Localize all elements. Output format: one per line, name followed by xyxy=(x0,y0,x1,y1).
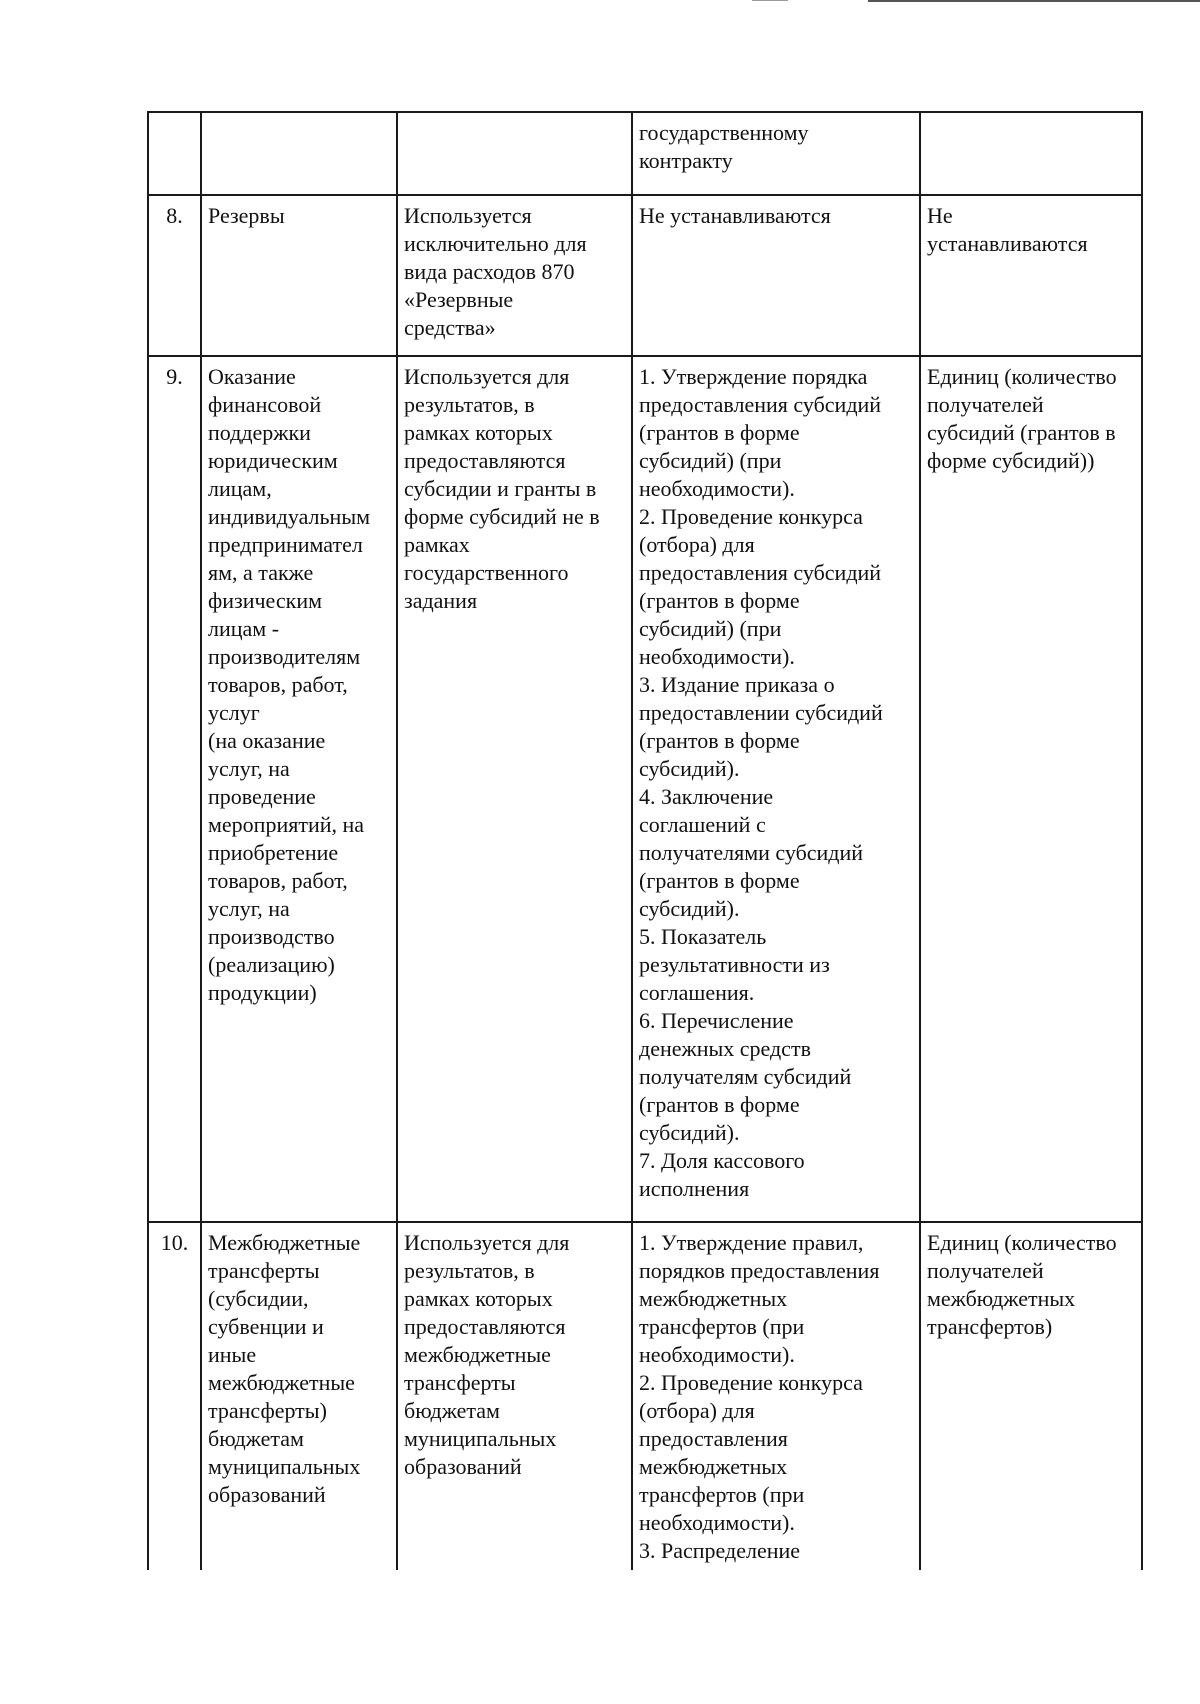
row-number: 10. xyxy=(148,1222,201,1570)
table-row xyxy=(148,112,1142,195)
row-name xyxy=(201,112,397,195)
row-usage xyxy=(397,112,632,195)
row-unit: Не устанавливаются xyxy=(920,195,1142,356)
row-number: 9. xyxy=(148,356,201,1222)
scan-artifact-short xyxy=(752,0,788,1)
row-number: 8. xyxy=(148,195,201,356)
row-name: Резервы xyxy=(201,195,397,356)
row-usage: Используется для результатов, в рамках которых предоставляются межбюджетные трансферты бюджетам муниципальных образований xyxy=(397,1222,632,1570)
row-usage: Используется исключительно для вида расходов 870 «Резервные средства» xyxy=(397,195,632,356)
row-unit: Единиц (количество получателей межбюджетных трансфертов) xyxy=(920,1222,1142,1570)
budget-table xyxy=(147,111,1143,1570)
row-events: 1. Утверждение правил, порядков предоставления межбюджетных трансфертов (при необходимости). 2. Проведение конкурса (отбора) для предоставления межбюджетных трансфертов (при необходимости). 3. Распределение xyxy=(632,1222,920,1570)
row-name: Межбюджетные трансферты (субсидии, субвенции и иные межбюджетные трансферты) бюджетам муниципальных образований xyxy=(201,1222,397,1570)
row-events: Не устанавливаются xyxy=(632,195,920,356)
row-number xyxy=(148,112,201,195)
table-row xyxy=(148,1222,1142,1570)
row-events: государственному контракту xyxy=(632,112,920,195)
row-name: Оказание финансовой поддержки юридическим лицам, индивидуальным предпринимател ям, а также физическим лицам - производителям товаров, работ, услуг (на оказание услуг, на проведение мероприятий, на приобретение товаров, работ, услуг, на производство (реализацию) продукции) xyxy=(201,356,397,1222)
row-unit xyxy=(920,112,1142,195)
table-row xyxy=(148,195,1142,356)
table-row xyxy=(148,356,1142,1222)
scan-artifact-line xyxy=(868,0,1200,2)
row-events: 1. Утверждение порядка предоставления субсидий (грантов в форме субсидий) (при необходимости). 2. Проведение конкурса (отбора) для предоставления субсидий (грантов в форме субсидий) (при необходимости). 3. Издание приказа о предоставлении субсидий (грантов в форме субсидий). 4. Заключение соглашений с получателями субсидий (грантов в форме субсидий). 5. Показатель результативности из соглашения. 6. Перечисление денежных средств получателям субсидий (грантов в форме субсидий). 7. Доля кассового исполнения xyxy=(632,356,920,1222)
row-usage: Используется для результатов, в рамках которых предоставляются субсидии и гранты в форме субсидий не в рамках государственного задания xyxy=(397,356,632,1222)
row-unit: Единиц (количество получателей субсидий (грантов в форме субсидий)) xyxy=(920,356,1142,1222)
